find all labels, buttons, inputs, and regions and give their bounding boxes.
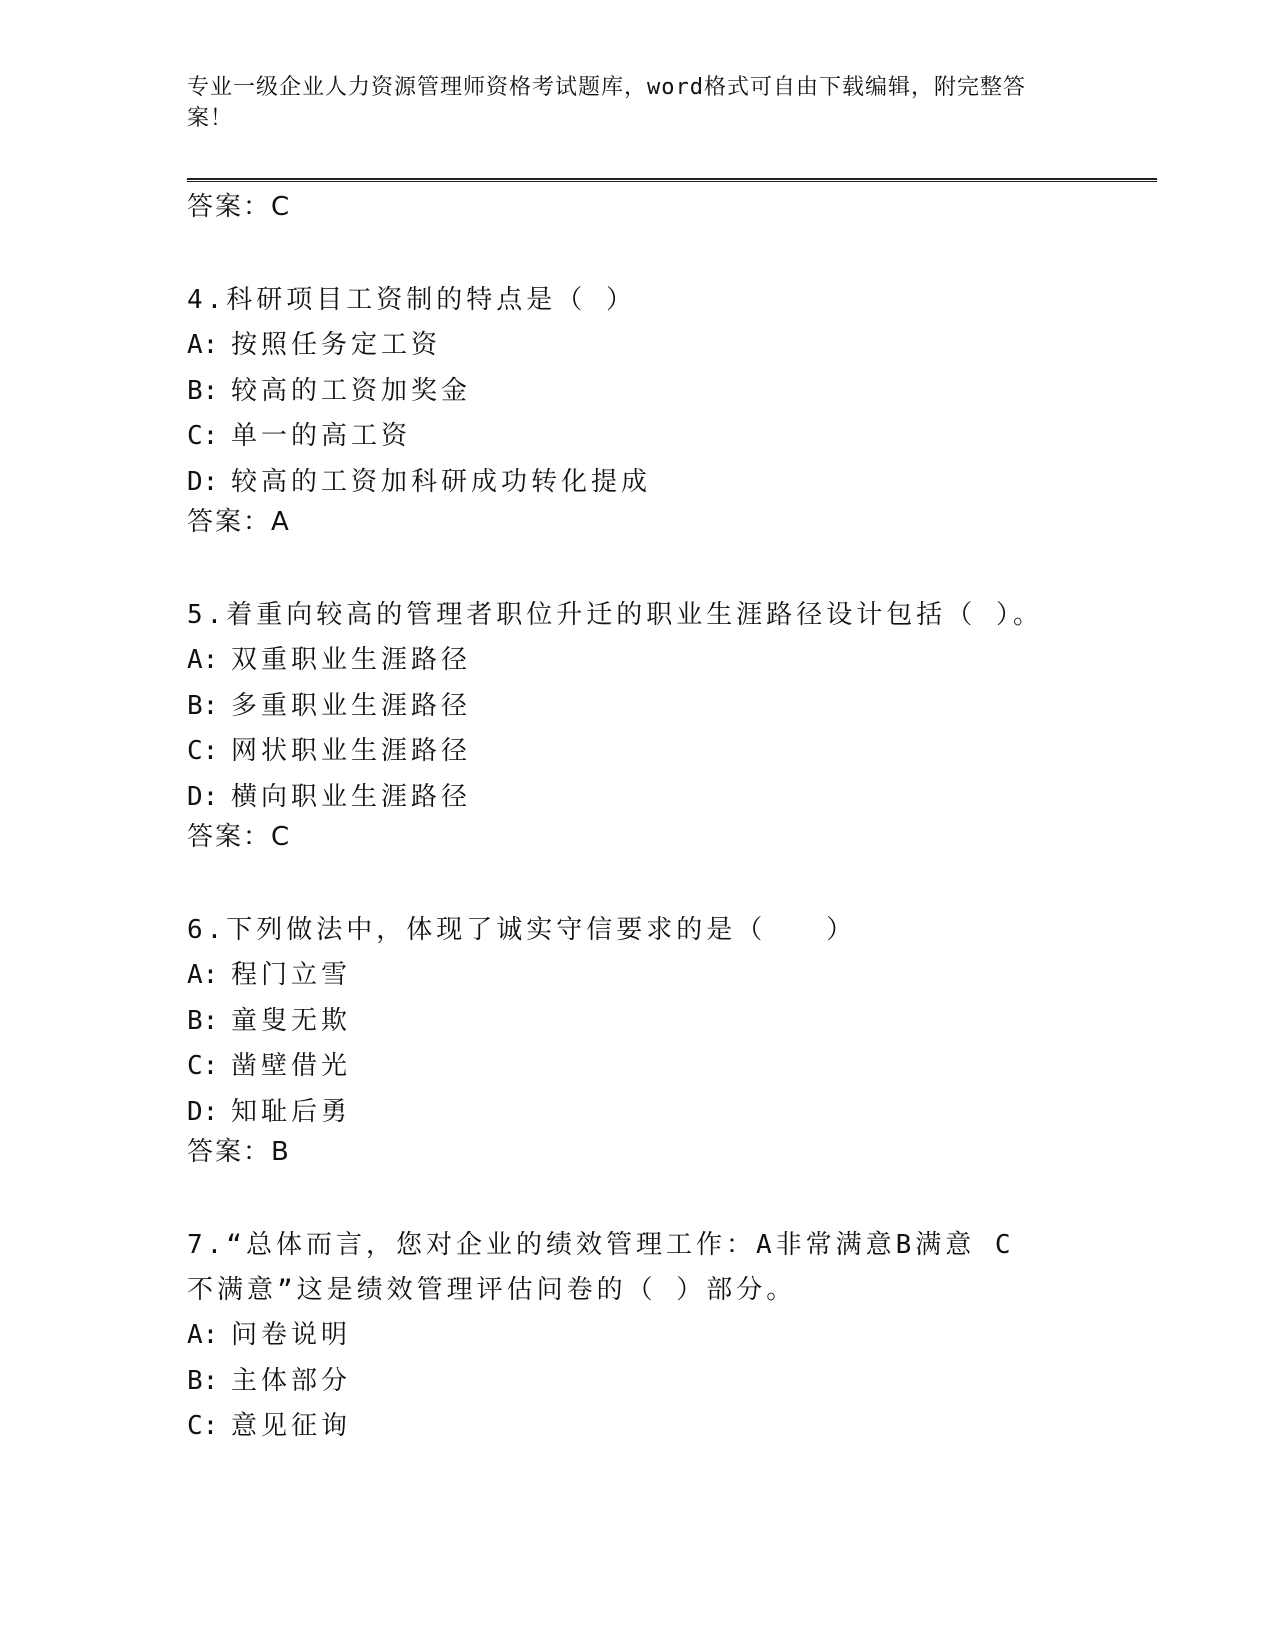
option-text: 横向职业生涯路径 <box>231 781 472 812</box>
option-text: 双重职业生涯路径 <box>231 645 472 675</box>
question-text: 5.着重向较高的管理者职位升迁的职业生涯路径设计包括（ ）。 <box>187 600 1043 630</box>
option-c <box>187 414 1157 460</box>
question-5 <box>187 593 1157 854</box>
option-c <box>187 729 1157 775</box>
option-label: D: <box>187 1096 219 1127</box>
option-c <box>187 1404 1157 1450</box>
option-c <box>187 1044 1157 1090</box>
question-text: 7.“总体而言，您对企业的绩效管理工作：A非常满意B满意 C不满意”这是绩效管理评估问卷的（ ）部分。 <box>187 1230 1015 1305</box>
answer-line: 答案：A <box>187 507 291 537</box>
option-text: 意见征询 <box>231 1411 352 1441</box>
option-text: 多重职业生涯路径 <box>231 690 472 721</box>
option-label: C: <box>187 736 219 766</box>
option-label: A: <box>187 645 219 675</box>
option-label: B: <box>187 1365 219 1396</box>
option-label: D: <box>187 781 219 812</box>
document-header: 专业一级企业人力资源管理师资格考试题库，word格式可自由下载编辑，附完整答案！ <box>187 75 1026 131</box>
option-b <box>187 684 1157 730</box>
question-7 <box>187 1223 1157 1450</box>
option-b <box>187 999 1157 1045</box>
option-text: 网状职业生涯路径 <box>231 736 472 766</box>
option-a <box>187 323 1157 369</box>
option-text: 主体部分 <box>231 1365 352 1396</box>
option-text: 知耻后勇 <box>231 1096 352 1127</box>
option-text: 较高的工资加奖金 <box>231 375 472 406</box>
option-label: B: <box>187 690 219 721</box>
option-d <box>187 775 1157 821</box>
option-d <box>187 460 1157 506</box>
option-text: 较高的工资加科研成功转化提成 <box>231 466 652 497</box>
option-d <box>187 1090 1157 1136</box>
option-text: 凿壁借光 <box>231 1051 352 1081</box>
question-text: 6.下列做法中，体现了诚实守信要求的是（ ） <box>187 915 857 945</box>
answer-line: 答案：B <box>187 1137 291 1167</box>
option-text: 按照任务定工资 <box>231 330 442 360</box>
question-6 <box>187 908 1157 1169</box>
option-label: B: <box>187 375 219 406</box>
option-text: 单一的高工资 <box>231 421 412 451</box>
answer-line: 答案：C <box>187 822 292 852</box>
option-label: A: <box>187 330 219 360</box>
option-b <box>187 1359 1157 1405</box>
option-text: 程门立雪 <box>231 960 352 990</box>
option-text: 问卷说明 <box>231 1320 352 1350</box>
header-divider <box>187 178 1157 182</box>
answer-line: 答案：C <box>187 192 292 222</box>
option-a <box>187 638 1157 684</box>
option-a <box>187 953 1157 999</box>
option-label: D: <box>187 466 219 497</box>
option-label: A: <box>187 960 219 990</box>
option-label: A: <box>187 1320 219 1350</box>
question-4 <box>187 278 1157 539</box>
option-text: 童叟无欺 <box>231 1005 352 1036</box>
option-label: C: <box>187 1411 219 1441</box>
question-list <box>187 190 1157 1504</box>
option-label: B: <box>187 1005 219 1036</box>
option-a <box>187 1313 1157 1359</box>
option-b <box>187 369 1157 415</box>
question-text: 4.科研项目工资制的特点是（ ） <box>187 285 636 315</box>
option-label: C: <box>187 1051 219 1081</box>
option-label: C: <box>187 421 219 451</box>
